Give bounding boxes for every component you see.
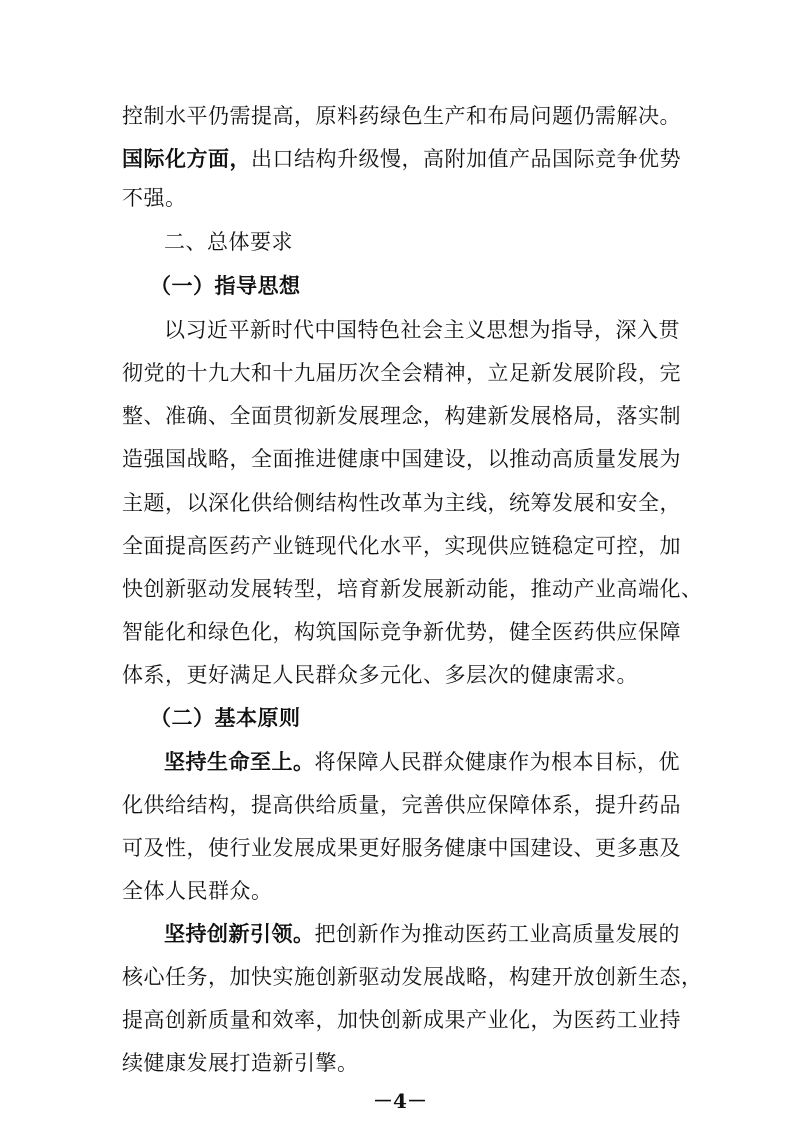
body-text-line: 智能化和绿色化，构筑国际竞争新优势，健全医药供应保障 — [122, 620, 681, 644]
subsection-heading: （一）指导思想 — [150, 274, 301, 298]
body-text-line: 不强。 — [122, 186, 187, 210]
paragraph-principle-1 — [164, 742, 724, 782]
paragraph-principle-2 — [164, 914, 724, 954]
paragraph-text: 出口结构升级慢，高附加值产品国际竞争优势 — [251, 147, 681, 171]
body-text-line: 快创新驱动发展转型，培育新发展新动能，推动产业高端化、 — [122, 577, 703, 601]
paragraph-international — [122, 139, 682, 179]
subsection-heading: （二）基本原则 — [150, 706, 301, 730]
page-number: －4－ — [373, 1089, 427, 1113]
body-text-line: 造强国战略，全面推进健康中国建设，以推动高质量发展为 — [122, 447, 681, 471]
body-text-line: 化供给结构，提高供给质量，完善供应保障体系，提升药品 — [122, 793, 681, 817]
body-text-line: 彻党的十九大和十九届历次全会精神，立足新发展阶段，完 — [122, 361, 681, 385]
principle-label: 坚持创新引领。 — [164, 922, 315, 946]
body-text-line: 体系，更好满足人民群众多元化、多层次的健康需求。 — [122, 663, 638, 687]
body-text-line: 续健康发展打造新引擎。 — [122, 1051, 359, 1075]
section-heading: 二、总体要求 — [164, 230, 293, 254]
body-text-line: 全面提高医药产业链现代化水平，实现供应链稳定可控，加 — [122, 534, 681, 558]
body-text-line: 提高创新质量和效率，加快创新成果产业化，为医药工业持 — [122, 1008, 681, 1032]
body-text-line: 核心任务，加快实施创新驱动发展战略，构建开放创新生态， — [122, 965, 703, 989]
principle-label: 坚持生命至上。 — [164, 750, 315, 774]
body-text-line: 主题，以深化供给侧结构性改革为主线，统筹发展和安全， — [122, 491, 681, 515]
body-text-line: 控制水平仍需提高，原料药绿色生产和布局问题仍需解决。 — [122, 104, 681, 128]
paragraph-text: 将保障人民群众健康作为根本目标，优 — [314, 750, 680, 774]
body-text-line: 可及性，使行业发展成果更好服务健康中国建设、更多惠及 — [122, 836, 681, 860]
body-text-line: 全体人民群众。 — [122, 879, 273, 903]
paragraph-text: 把创新作为推动医药工业高质量发展的 — [314, 922, 680, 946]
body-text-line: 整、准确、全面贯彻新发展理念，构建新发展格局，落实制 — [122, 404, 681, 428]
paragraph-lead-label: 国际化方面， — [122, 147, 251, 171]
body-text-line: 以习近平新时代中国特色社会主义思想为指导，深入贯 — [164, 318, 680, 342]
